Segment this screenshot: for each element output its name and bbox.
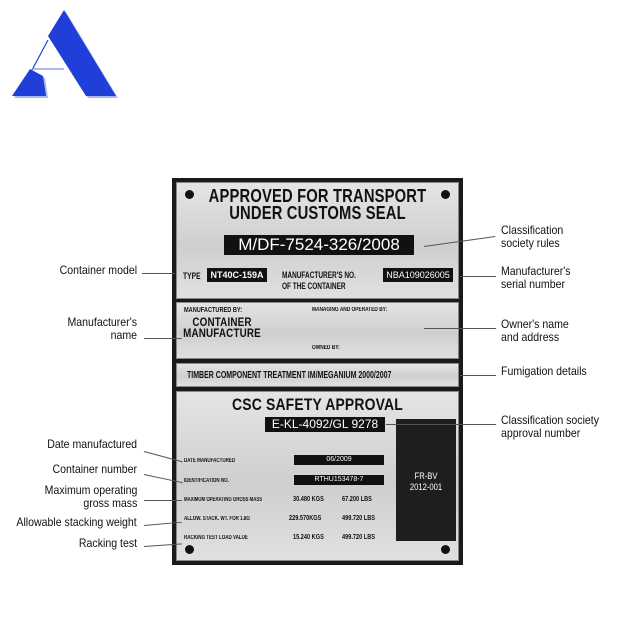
racking-test-lbs: 499.720 LBS [342, 534, 375, 541]
timber-treatment-text: TIMBER COMPONENT TREATMENT IM/MEGANIUM 2000/2007 [187, 370, 392, 381]
annotation-date-manufactured: Date manufactured [47, 437, 137, 451]
annotation-owner-name [501, 318, 569, 344]
annotation-max-gross-mass [44, 484, 137, 510]
racking-test-label: RACKING TEST LOAD VALUE [184, 535, 248, 541]
annotation-text: serial number [501, 277, 565, 291]
annotation-approval-number [501, 414, 599, 440]
rivet-hole-icon [185, 545, 194, 554]
annotation-text: Manufacturer's [501, 264, 571, 278]
date-manufactured-label: DATE MANUFACTURED [184, 458, 236, 464]
stacking-weight-lbs: 499.720 LBS [342, 515, 375, 522]
annotation-text: Classification society [501, 413, 600, 427]
customs-approval-code: M/DF-7524-326/2008 [224, 235, 414, 255]
type-label: TYPE [183, 271, 201, 281]
annotation-text: and address [501, 330, 560, 344]
managed-by-label: MANAGING AND OPERATED BY: [312, 307, 388, 313]
annotation-text: Manufacturer's [67, 315, 137, 329]
customs-title-line1: APPROVED FOR TRANSPORT [208, 186, 427, 206]
owned-by-label: OWNED BY: [312, 345, 340, 351]
manufacturer-name-line1: CONTAINER [192, 315, 252, 329]
fumigation-section [176, 363, 459, 387]
annotation-serial-number [501, 265, 571, 291]
max-gross-mass-label: MAXIMUM OPERATING GROSS MASS [184, 497, 263, 503]
customs-seal-section [176, 182, 459, 299]
customs-title-line2: UNDER CUSTOMS SEAL [229, 203, 406, 223]
leader-line [424, 328, 496, 329]
identification-value: RTHU153478-7 [294, 475, 384, 485]
rivet-hole-icon [441, 545, 450, 554]
annotation-container-model: Container model [59, 263, 137, 277]
annotation-racking-test: Racking test [78, 536, 137, 550]
company-logo [0, 0, 140, 120]
manufacturer-section [176, 302, 459, 359]
stacking-weight-kgs: 229.570KGS [289, 515, 322, 522]
stamp-line1: FR-BV [414, 471, 438, 481]
annotation-text: approval number [501, 426, 581, 440]
annotation-text: society rules [501, 236, 560, 250]
annotation-classification-rules [501, 224, 563, 250]
annotation-container-number: Container number [52, 462, 137, 476]
csc-title: CSC SAFETY APPROVAL [232, 395, 403, 414]
leader-line [144, 338, 182, 339]
leader-line [386, 424, 496, 425]
date-manufactured-value: 06/2009 [294, 455, 384, 465]
annotation-manufacturer-name [67, 316, 137, 342]
rivet-hole-icon [441, 190, 450, 199]
letter-a-logo-icon [0, 0, 140, 120]
leader-line [142, 273, 175, 274]
annotation-stacking-weight: Allowable stacking weight [16, 515, 137, 529]
stacking-weight-label: ALLOW. STACK. WT. FOR 1.8G [184, 516, 250, 522]
manufacturer-no-value: NBA109026005 [383, 268, 453, 282]
annotation-text: gross mass [83, 496, 137, 510]
classification-stamp [396, 419, 456, 541]
racking-test-kgs: 15.240 KGS [293, 534, 324, 541]
leader-line [144, 500, 182, 501]
leader-line [460, 276, 496, 277]
annotation-text: Classification [501, 223, 564, 237]
annotation-text: Maximum operating [44, 483, 137, 497]
manufactured-by-label: MANUFACTURED BY: [184, 307, 243, 314]
manufacturer-no-label: MANUFACTURER'S NO. [282, 270, 356, 280]
manufacturer-no-label-2: OF THE CONTAINER [282, 281, 346, 291]
csc-plate [172, 178, 463, 565]
leader-line [460, 375, 496, 376]
csc-safety-section [176, 391, 459, 561]
annotation-fumigation: Fumigation details [501, 364, 587, 378]
identification-label: IDENTIFICATION NO. [184, 478, 229, 484]
stamp-line2: 2012-001 [409, 482, 443, 492]
max-gross-mass-lbs: 67.200 LBS [342, 496, 372, 503]
annotation-text: Owner's name [501, 317, 569, 331]
manufacturer-name-line2: MANUFACTURE [183, 326, 261, 340]
type-value: NT40C-159A [207, 268, 267, 282]
csc-approval-number: E-KL-4092/GL 9278 [265, 417, 385, 432]
max-gross-mass-kgs: 30.480 KGS [293, 496, 324, 503]
annotation-text: name [110, 328, 137, 342]
rivet-hole-icon [185, 190, 194, 199]
